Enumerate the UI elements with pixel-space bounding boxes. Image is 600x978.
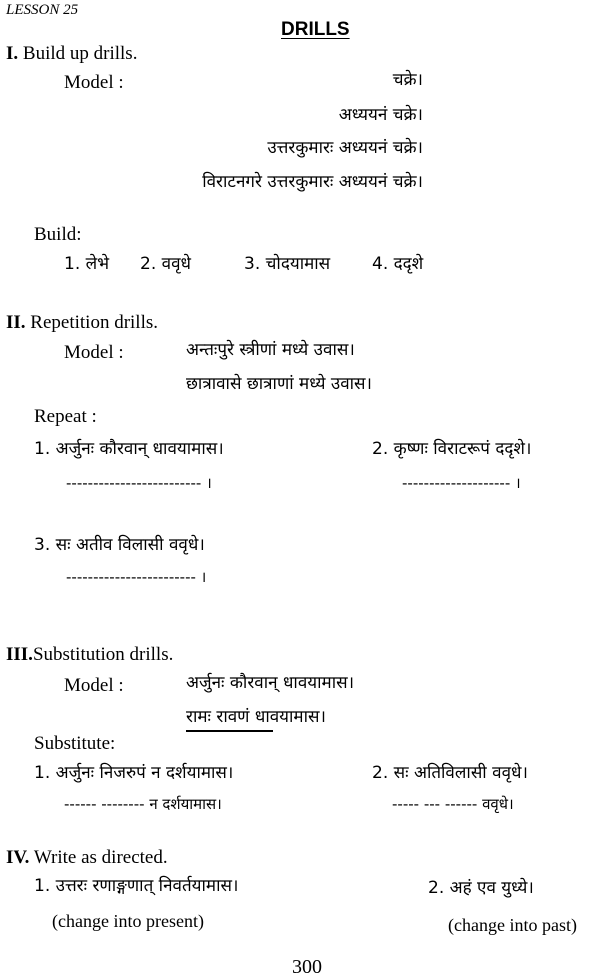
answer-blank: -------------------- । [402,474,521,492]
repeat-label: Repeat : [34,406,97,427]
section-1-model-label: Model : [64,72,124,93]
section-1-line: अध्ययनं चक्रे। [338,105,423,125]
repeat-item: 3. सः अतीव विलासी ववृधे। [34,535,205,555]
section-1-title: Build up drills. [22,43,138,64]
section-3-model-line: अर्जुनः कौरवान् धावयामास। [186,673,355,693]
substitute-label: Substitute: [34,733,116,754]
section-1-line: उत्तरकुमारः अध्ययनं चक्रे। [267,138,423,158]
section-2-heading [6,313,158,332]
repeat-item: 1. अर्जुनः कौरवान् धावयामास। [34,439,224,459]
page-title: DRILLS [281,19,350,40]
section-1-line: विराटनगरे उत्तरकुमारः अध्ययनं चक्रे। [202,172,423,192]
section-4-title: Write as directed. [33,847,168,868]
build-label: Build: [34,224,82,245]
direction-note: (change into present) [52,911,204,931]
section-2-number: II. [6,312,26,333]
section-3-model-line: रामः रावणं धावयामास। [186,707,326,727]
section-1-number: I. [6,43,19,64]
section-2-title: Repetition drills. [30,312,159,333]
section-2-model-line: अन्तःपुरे स्त्रीणां मध्ये उवास। [186,340,355,360]
substitution-underline [186,730,273,732]
repeat-item: 2. कृष्णः विराटरूपं ददृशे। [372,439,532,459]
direction-note: (change into past) [448,915,577,935]
answer-blank: ------------------------- । [66,474,212,492]
section-3-heading [6,645,173,664]
section-2-model-line: छात्रावासे छात्राणां मध्ये उवास। [186,374,372,394]
section-3-title: Substitution drills. [32,644,174,665]
build-item: 1. लेभे [64,254,110,274]
section-1-line: चक्रे। [392,70,423,90]
answer-blank: ------ -------- न दर्शयामास। [64,795,222,813]
section-4-number: IV. [6,847,30,868]
answer-blank: ----- --- ------ ववृधे। [392,795,514,813]
build-item: 4. ददृशे [372,254,424,274]
section-3-number: III. [6,644,33,665]
substitute-item: 2. सः अतिविलासी ववृधे। [372,763,528,783]
section-4-heading [6,848,168,867]
directed-item: 1. उत्तरः रणाङ्गणात् निवर्तयामास। [34,876,239,896]
substitute-item: 1. अर्जुनः निजरुपं न दर्शयामास। [34,763,234,783]
section-2-model-label: Model : [64,342,124,363]
lesson-label: LESSON 25 [6,2,79,18]
section-3-model-label: Model : [64,675,124,696]
build-item: 2. ववृधे [140,254,191,274]
section-1-heading [6,44,137,63]
page-number: 300 [292,956,322,978]
answer-blank: ------------------------ । [66,568,207,586]
build-item: 3. चोदयामास [244,254,331,274]
directed-item: 2. अहं एव युध्ये। [428,878,534,898]
